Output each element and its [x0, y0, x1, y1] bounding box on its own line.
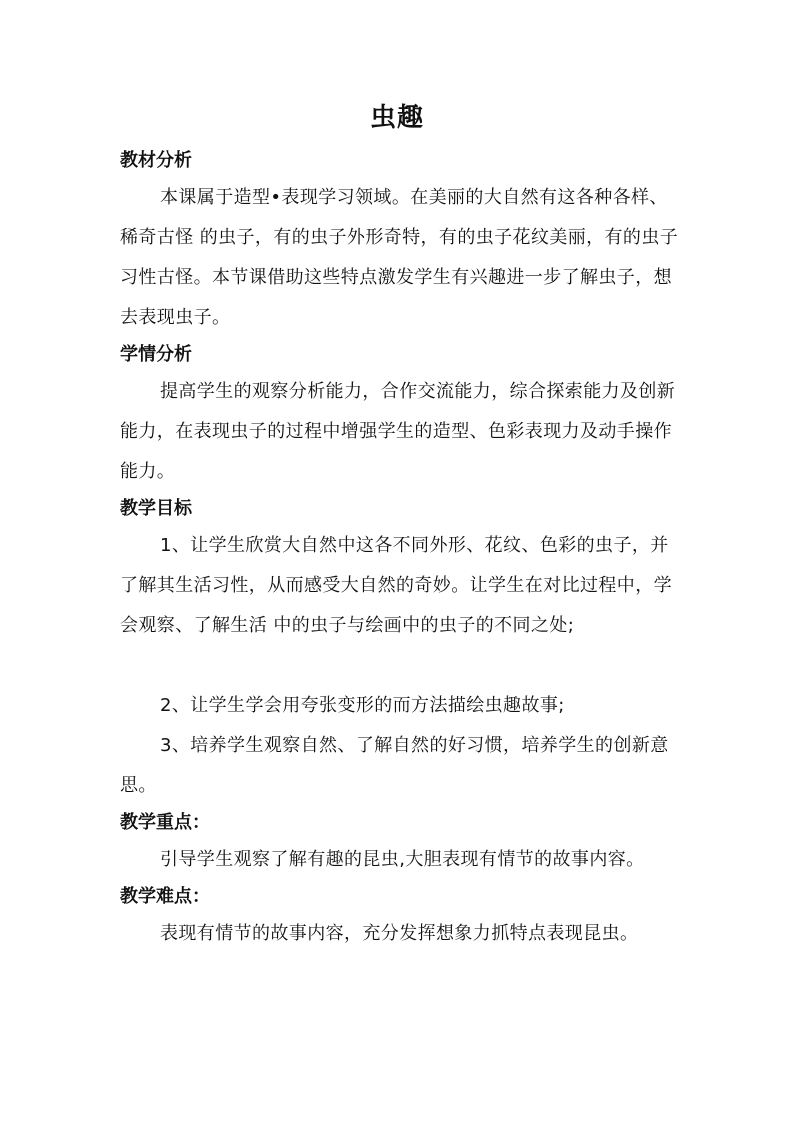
section-heading-textbook-analysis: 教材分析: [120, 150, 192, 171]
section-heading-difficulties: 教学难点：: [120, 886, 210, 907]
paragraph-goal-2: 2、让学生学会用夸张变形的而方法描绘虫趣故事;: [160, 695, 565, 716]
paragraph-textbook-analysis: 本课属于造型•表现学习领域。在美丽的大自然有这各种各样、稀奇古怪 的虫子，有的虫子外形奇特，有的虫子花纹美丽，有的虫子习性古怪。本节课借助这些特点激发学生有兴趣进一步了解虫子，想去表现虫子。: [120, 187, 679, 328]
section-heading-key-points: 教学重点：: [120, 812, 210, 833]
paragraph-goal-1: 1、让学生欣赏大自然中这各不同外形、花纹、色彩的虫子，并了解其生活习性，从而感受大自然的奇妙。让学生在对比过程中，学会观察、了解生活 中的虫子与绘画中的虫子的不同之处;: [120, 535, 672, 636]
blank-line: [120, 646, 680, 686]
paragraph-difficulties: 表现有情节的故事内容，充分发挥想象力抓特点表现昆虫。: [160, 923, 639, 944]
paragraph-goal-3: 3、培养学生观察自然、了解自然的好习惯，培养学生的创新意思。: [120, 735, 669, 796]
document-body: [120, 144, 680, 954]
document-title: 虫趣: [369, 103, 424, 133]
section-heading-student-analysis: 学情分析: [120, 344, 192, 365]
section-heading-teaching-goals: 教学目标: [120, 498, 192, 519]
paragraph-key-points: 引导学生观察了解有趣的昆虫,大胆表现有情节的故事内容。: [160, 849, 645, 870]
paragraph-student-analysis: 提高学生的观察分析能力，合作交流能力，综合探索能力及创新能力，在表现虫子的过程中增强学生的造型、色彩表现力及动手操作能力。: [120, 381, 676, 482]
